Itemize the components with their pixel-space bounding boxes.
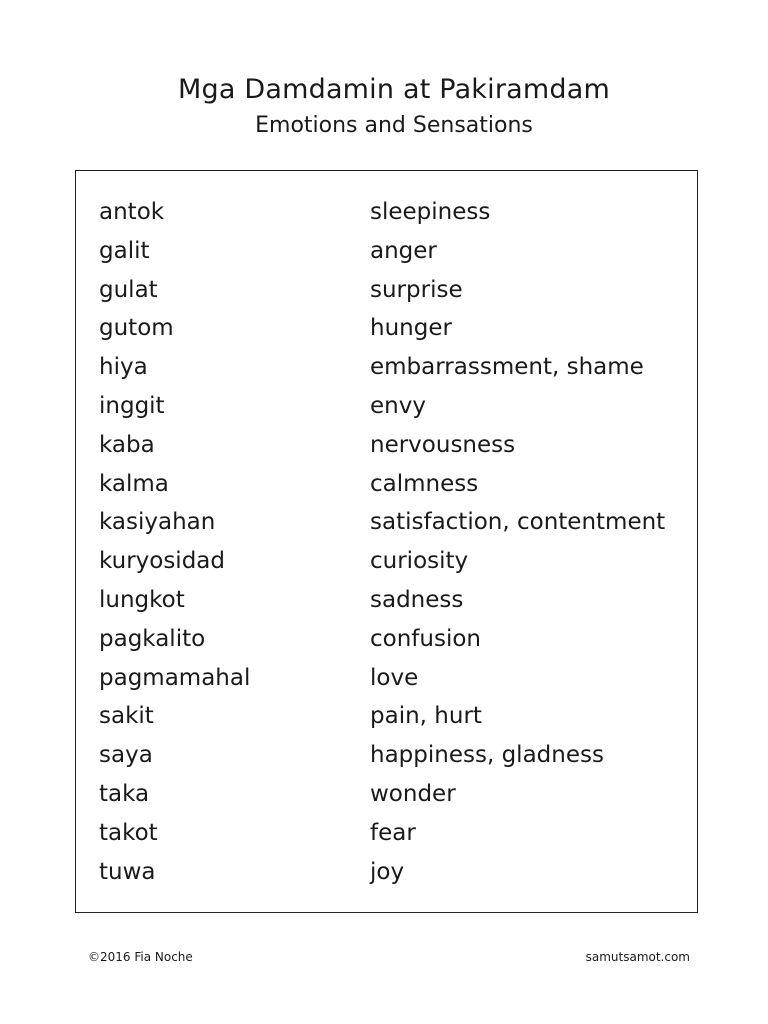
vocabulary-row (76, 697, 697, 736)
filipino-term: kaba (99, 431, 155, 458)
vocabulary-row (76, 775, 697, 814)
vocabulary-box (75, 170, 698, 913)
english-translation: nervousness (370, 431, 516, 458)
vocabulary-row (76, 814, 697, 853)
vocabulary-row (76, 193, 697, 232)
filipino-term: takot (99, 819, 158, 846)
english-translation: sadness (370, 587, 464, 613)
filipino-term: antok (99, 199, 165, 225)
page-title: Mga Damdamin at Pakiramdam (178, 74, 610, 105)
english-translation: calmness (370, 470, 479, 497)
english-translation: curiosity (370, 548, 469, 575)
filipino-term: lungkot (99, 587, 185, 613)
filipino-term: sakit (99, 703, 154, 730)
vocabulary-row (76, 348, 697, 387)
english-translation: happiness, gladness (370, 742, 604, 769)
vocabulary-row (76, 503, 697, 542)
filipino-term: tuwa (99, 858, 156, 885)
english-translation: anger (370, 237, 437, 264)
vocabulary-row (76, 542, 697, 581)
filipino-term: inggit (99, 393, 165, 419)
filipino-term: pagmamahal (99, 664, 251, 691)
filipino-term: kasiyahan (99, 509, 216, 536)
english-translation: envy (370, 393, 426, 419)
footer-copyright: ©2016 Fia Noche (88, 950, 193, 964)
english-translation: surprise (370, 276, 463, 303)
vocabulary-row (76, 387, 697, 426)
english-translation: wonder (370, 781, 456, 807)
english-translation: satisfaction, contentment (370, 509, 666, 536)
filipino-term: gutom (99, 315, 174, 342)
vocabulary-row (76, 620, 697, 659)
vocabulary-row (76, 271, 697, 310)
filipino-term: kuryosidad (99, 548, 225, 575)
english-translation: embarrassment, shame (370, 354, 644, 381)
vocabulary-row (76, 426, 697, 465)
filipino-term: saya (99, 742, 153, 769)
english-translation: joy (370, 858, 405, 885)
vocabulary-row (76, 465, 697, 504)
english-translation: sleepiness (370, 199, 491, 225)
english-translation: confusion (370, 625, 481, 652)
english-translation: love (370, 664, 419, 691)
vocabulary-row (76, 736, 697, 775)
filipino-term: galit (99, 237, 150, 264)
filipino-term: taka (99, 781, 150, 807)
filipino-term: hiya (99, 354, 148, 381)
filipino-term: pagkalito (99, 625, 206, 652)
english-translation: fear (370, 819, 416, 846)
english-translation: pain, hurt (370, 703, 482, 730)
vocabulary-row (76, 309, 697, 348)
vocabulary-row (76, 659, 697, 698)
vocabulary-row (76, 853, 697, 892)
footer-website: samutsamot.com (585, 950, 690, 964)
vocabulary-row (76, 581, 697, 620)
page-subtitle: Emotions and Sensations (255, 113, 533, 138)
filipino-term: kalma (99, 470, 169, 497)
vocabulary-row (76, 232, 697, 271)
english-translation: hunger (370, 315, 452, 342)
filipino-term: gulat (99, 276, 158, 303)
